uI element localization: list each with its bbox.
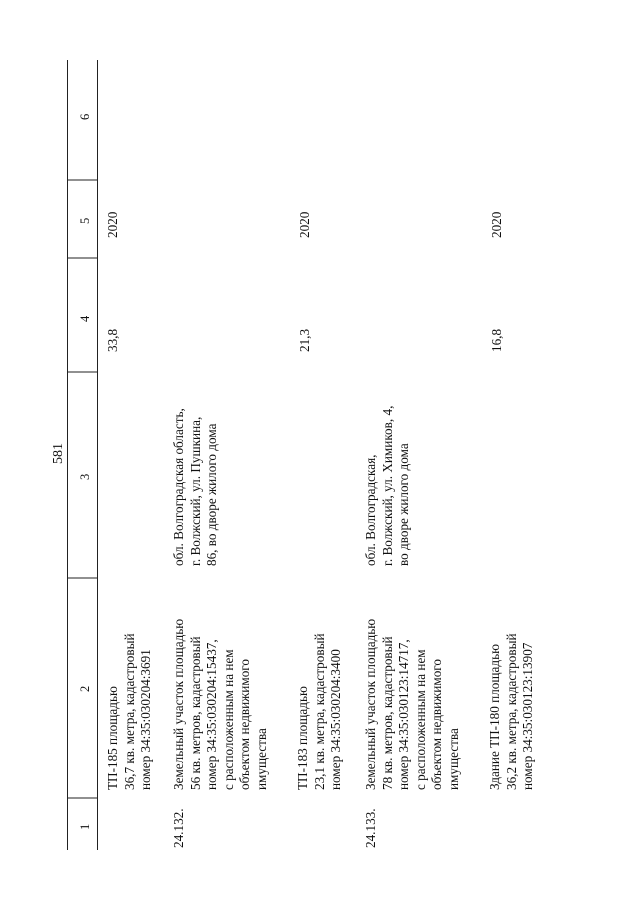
table-row-address <box>363 406 413 566</box>
header-col-4: 4 <box>78 315 92 322</box>
row2-desc-line-2: номер 34:35:030204:3400 <box>328 649 344 790</box>
row2-year: 2020 <box>297 211 312 238</box>
row2-desc-line-0: ТП-183 площадью <box>295 686 310 790</box>
row3-addr-line-1: г. Волжский, ул. Химиков, 4, <box>379 405 395 566</box>
row3-addr-line-2: во дворе жилого дома <box>396 443 412 566</box>
row3-desc-line-2: номер 34:35:030123:14717, <box>396 639 412 790</box>
row2-area: 21,3 <box>297 328 312 352</box>
row4-desc-line-2: номер 34:35:030123:13907 <box>520 642 536 790</box>
row1-desc-line-3: с расположенным на нем <box>220 649 236 790</box>
row0-area: 33,8 <box>105 328 120 352</box>
row1-desc-line-2: номер 34:35:030204:15437, <box>204 639 220 790</box>
row3-desc-line-4: объектом недвижимого <box>429 659 445 790</box>
row1-desc-line-4: объектом недвижимого <box>237 659 253 790</box>
table-row-desc <box>487 634 537 791</box>
row1-desc-line-0: Земельный участок площадью <box>171 618 186 790</box>
row1-addr-line-1: г. Волжский, ул. Пушкина, <box>187 416 203 566</box>
table-row-desc <box>105 634 155 791</box>
row0-year: 2020 <box>105 211 120 238</box>
row4-desc-line-0: Здание ТП-180 площадью <box>487 644 502 790</box>
header-col-3: 3 <box>78 473 92 480</box>
row3-desc-line-1: 78 кв. метров, кадастровый <box>379 636 395 790</box>
header-col-5: 5 <box>78 217 92 224</box>
row0-desc-line-0: ТП-185 площадью <box>105 686 120 790</box>
table-row-address <box>171 408 221 566</box>
table-row-desc <box>363 619 463 790</box>
row2-desc-line-1: 23,1 кв. метра, кадастровый <box>311 633 327 790</box>
row3-desc-line-0: Земельный участок площадью <box>363 618 378 790</box>
row3-desc-line-3: с расположенным на нем <box>412 649 428 790</box>
header-col-2: 2 <box>78 685 92 692</box>
row1-addr-line-0: обл. Волгоградская область, <box>171 408 186 566</box>
row1-desc-line-1: 56 кв. метров, кадастровый <box>187 636 203 790</box>
row4-year: 2020 <box>489 211 504 238</box>
header-col-1: 1 <box>78 823 92 830</box>
row0-desc-line-2: номер 34:35:030204:3691 <box>138 649 154 790</box>
row1-addr-line-2: 86, во дворе жилого дома <box>204 423 220 566</box>
row3-number: 24.133. <box>363 808 378 848</box>
page-number: 581 <box>51 443 66 464</box>
rotated-table <box>67 60 607 850</box>
row4-area: 16,8 <box>489 328 504 352</box>
row1-desc-line-5: имущества <box>253 728 269 790</box>
row0-desc-line-1: 36,7 кв. метра, кадастровый <box>121 633 137 790</box>
header-col-6: 6 <box>78 113 92 120</box>
row1-number: 24.132. <box>171 808 186 848</box>
row3-addr-line-0: обл. Волгоградская, <box>363 454 378 566</box>
table-row-desc <box>171 619 271 790</box>
table-row-desc <box>295 634 345 791</box>
row4-desc-line-1: 36,2 кв. метра, кадастровый <box>503 633 519 790</box>
row3-desc-line-5: имущества <box>445 728 461 790</box>
